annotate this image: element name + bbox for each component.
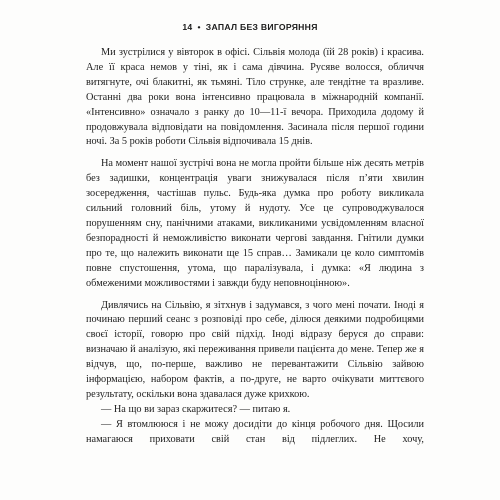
paragraph-2: На момент нашої зустрічі вона не могла пройти більше ніж десять метрів без задишки, концентрація уваги знижувалася після п’яти хвилин зосередження, частішав пульс. Будь-яка думка про роботу викликала сильний головний біль, утому й нудоту. Усе це супроводжувалося порушенням сну, панічними атаками, викликаними усвідомленням власної безпорадності й неможливістю виконати чергові завдання. Гнітили думки про те, що належить виконати ще 15 справ… Замикали це коло симптомів повне спустошення, утома, що паралізувала, і думка: «Я людина з обмеженими можливостями і завжди буду неповноцінною». <box>86 158 424 289</box>
page-number: 14 <box>182 22 193 32</box>
running-head <box>0 22 500 32</box>
dialogue-line-1: — На що ви зараз скаржитеся? — питаю я. <box>101 403 291 415</box>
paragraph-1: Ми зустрілися у вівторок в офісі. Сільвія молода (їй 28 років) і красива. Але її краса немов у тіні, як і сама дівчина. Русяве волосся, обличчя витягнуте, очі блакитні, як тьмяні. Тіло струнке, але тендітне та вразливе. Останні два роки вона інтенсивно працювала в міжнародній компанії. «Інтенсивно» означало з ранку до 10—11-ї вечора. Приходила додому й продовжувала відповідати на повідомлення. Засинала після першої години ночі. За 5 років роботи Сільвія відпочивала 15 днів. <box>86 47 424 148</box>
dialogue-line-2: — Я втомлююся і не можу досидіти до кінця робочого дня. Щосили намагаюся приховати свій стан від підлеглих. Не хочу, <box>86 418 424 445</box>
body-text <box>86 46 424 448</box>
bullet-separator: • <box>197 22 201 32</box>
chapter-title: ЗАПАЛ БЕЗ ВИГОРЯННЯ <box>205 22 318 32</box>
paragraph-3: Дивлячись на Сільвію, я зітхнув і задумався, з чого мені почати. Іноді я починаю перший сеанс з розповіді про себе, ділюся деякими подробицями своєї історії, говорю про свій підхід. Іноді відразу беруся до справи: визначаю й аналізую, які переживання привели пацієнта до мене. Тепер же я відчув, що, по-перше, важливо не перевантажити Сільвію зайвою інформацією, набором фактів, а по-друге, не варто очікувати миттєвого результату, оскільки вона здавалася дуже крихкою. <box>86 299 424 400</box>
